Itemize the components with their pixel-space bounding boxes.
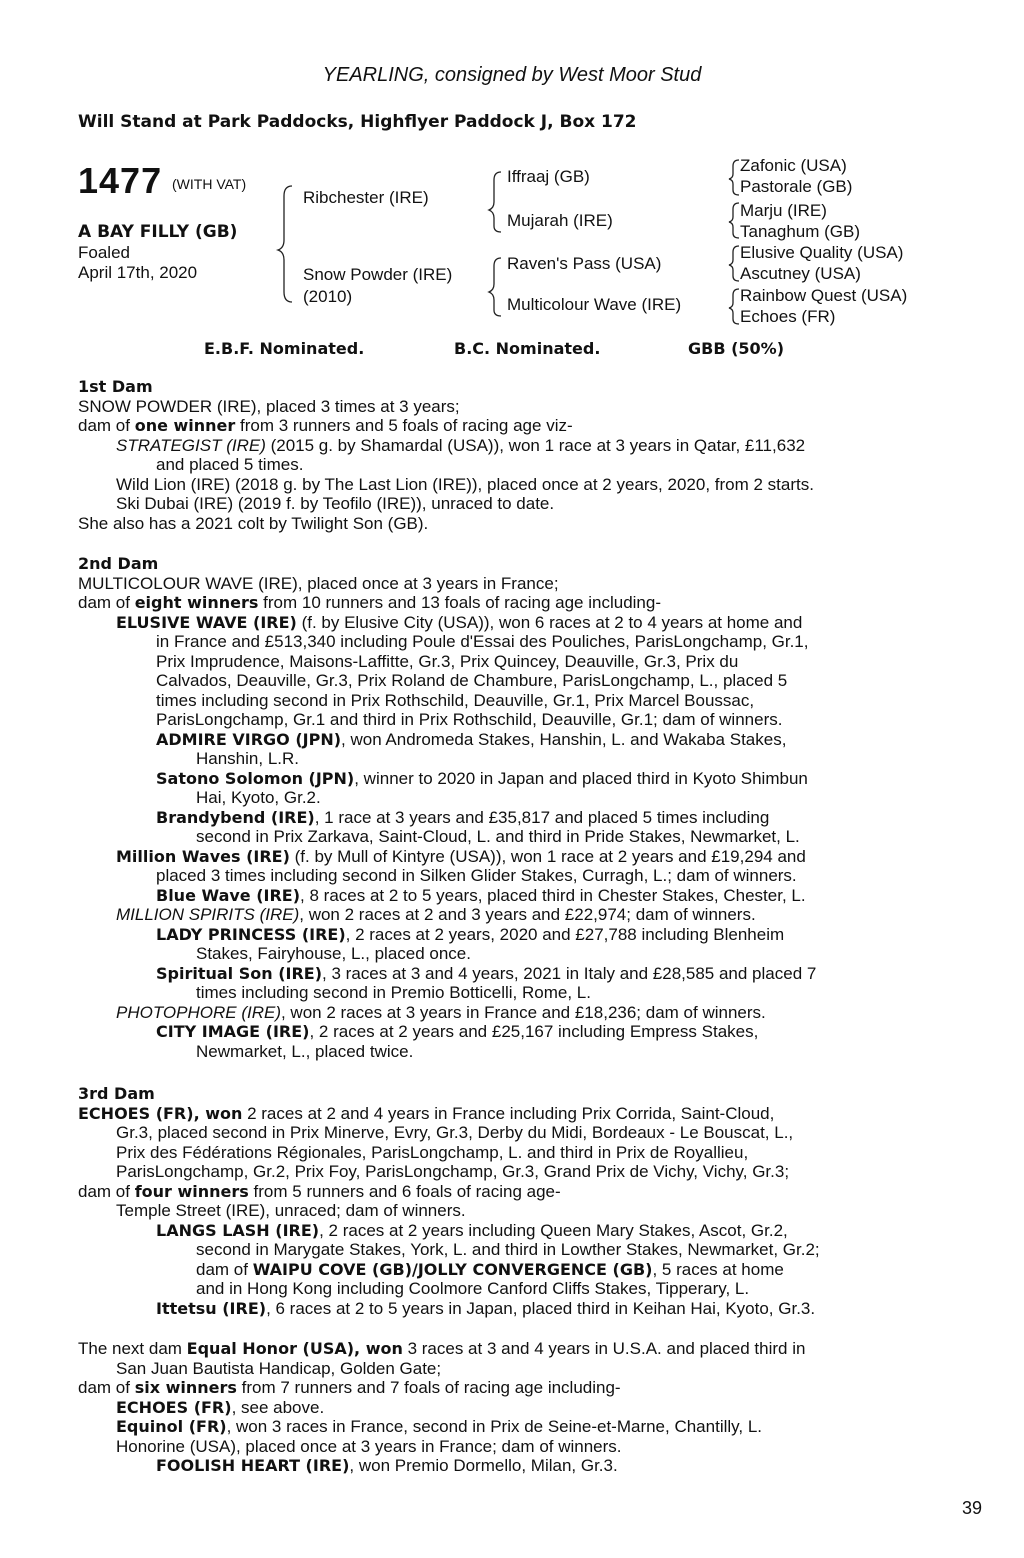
lot-number: 1477: [78, 160, 163, 201]
pedigree-sire: Ribchester (IRE): [303, 188, 429, 207]
page-header: YEARLING, consigned by West Moor Stud: [322, 64, 702, 86]
text: dam of: [196, 1259, 253, 1279]
pedigree-dam-dam: Multicolour Wave (IRE): [507, 295, 682, 314]
text: , won 2 races at 2 and 3 years and £22,974; dam of winners.: [299, 905, 756, 924]
pedigree-dam-sire: Raven's Pass (USA): [507, 254, 662, 273]
text: and in Hong Kong including Coolmore Canford Cliffs Stakes, Tipperary, L.: [196, 1279, 750, 1298]
horse-name: ECHOES (FR): [78, 1103, 194, 1123]
text: , won: [193, 1103, 243, 1123]
text: second in Prix Zarkava, Saint-Cloud, L. and third in Pride Stakes, Newmarket, L.: [196, 827, 800, 846]
text: , won Andromeda Stakes, Hanshin, L. and Wakaba Stakes,: [341, 729, 787, 749]
text: , 5 races at home: [652, 1259, 784, 1279]
horse-name: PHOTOPHORE (IRE): [116, 1002, 281, 1022]
text: from 5 runners and 6 foals of racing age-: [248, 1181, 561, 1201]
text: dam of: [78, 593, 135, 612]
text: Temple Street (IRE), unraced; dam of winners.: [116, 1201, 466, 1220]
text: second in Marygate Stakes, York, L. and third in Lowther Stakes, Newmarket, Gr.2;: [196, 1240, 820, 1259]
text: 2 races at 2 and 4 years in France including Prix Corrida, Saint-Cloud,: [242, 1103, 775, 1123]
text: , 2 races at 2 years including Queen Mary Stakes, Ascot, Gr.2,: [319, 1220, 788, 1240]
text: San Juan Bautista Handicap, Golden Gate;: [116, 1358, 442, 1378]
text: Stakes, Fairyhouse, L., placed once.: [196, 944, 471, 963]
horse-name: CITY IMAGE (IRE): [156, 1022, 310, 1041]
pedigree-sire-dam: Mujarah (IRE): [507, 211, 613, 230]
text: times including second in Premio Botticelli, Rome, L.: [196, 983, 591, 1002]
text: , 6 races at 2 to 5 years in Japan, placed third in Keihan Hai, Kyoto, Gr.3.: [266, 1298, 816, 1318]
text: Prix des Fédérations Régionales, ParisLongchamp, L. and third in Prix de Royallieu,: [116, 1142, 749, 1162]
horse-name: Satono Solomon (JPN): [156, 768, 355, 788]
foaled-label: Foaled: [78, 243, 130, 262]
pedigree-g8: Echoes (FR): [740, 307, 836, 326]
text: Calvados, Deauville, Gr.3, Prix Roland de Chambure, ParisLongchamp, L., placed 5: [156, 671, 788, 690]
text: (f. by Elusive City (USA)), won 6 races at 2 to 4 years at home and: [296, 612, 803, 632]
page-number: 39: [962, 1498, 983, 1518]
text: dam of: [78, 1378, 135, 1397]
brace-dam: [489, 258, 501, 316]
text: in France and £513,340 including Poule d'Essai des Pouliches, ParisLongchamp, Gr.1,: [156, 632, 809, 651]
vat-note: (WITH VAT): [172, 176, 247, 192]
text: (f. by Mull of Kintyre (USA)), won 1 race at 2 years and £19,294 and: [289, 846, 806, 866]
horse-name: Equal Honor (USA): [186, 1339, 355, 1358]
text: , see above.: [231, 1397, 325, 1417]
second-dam-line: MULTICOLOUR WAVE (IRE), placed once at 3 years in France;: [78, 573, 559, 593]
text: , won: [354, 1339, 403, 1358]
text: , 2 races at 2 years and £25,167 including Empress Stakes,: [309, 1022, 759, 1041]
brace-g1: [729, 160, 739, 195]
brace-sire: [489, 172, 501, 232]
horse-name: Equinol (FR): [116, 1417, 227, 1436]
pedigree-dam-year: (2010): [303, 287, 353, 306]
bc-nomination: B.C. Nominated.: [454, 339, 601, 358]
horse-name: ADMIRE VIRGO (JPN): [156, 729, 342, 749]
second-dam-section: [78, 554, 930, 1061]
text: ParisLongchamp, Gr.1 and third in Prix Rothschild, Deauville, Gr.1; dam of winners.: [156, 710, 783, 729]
first-dam-section: [78, 377, 930, 533]
pedigree-g7: Rainbow Quest (USA): [740, 286, 908, 305]
horse-name: Blue Wave (IRE): [156, 885, 301, 905]
text: , won 2 races at 3 years in France and £18,236; dam of winners.: [280, 1002, 766, 1022]
text: Newmarket, L., placed twice.: [196, 1041, 414, 1061]
winners-count: one winner: [134, 416, 236, 435]
text: ParisLongchamp, Gr.2, Prix Foy, ParisLongchamp, Gr.3, Grand Prix de Vichy, Vichy, Gr.3;: [116, 1162, 790, 1181]
winners-count: six winners: [134, 1378, 237, 1397]
first-dam-heading: 1st Dam: [78, 377, 153, 396]
horse-name: ECHOES (FR): [116, 1397, 232, 1417]
pedigree-sire-sire: Iffraaj (GB): [507, 167, 590, 186]
horse-name: STRATEGIST (IRE): [116, 435, 266, 455]
third-dam-section: [78, 1084, 930, 1318]
third-dam-heading: 3rd Dam: [78, 1084, 155, 1103]
first-dam-line: She also has a 2021 colt by Twilight Son (GB).: [78, 513, 429, 533]
text: from 3 runners and 5 foals of racing age viz-: [235, 416, 573, 435]
winners-count: four winners: [134, 1181, 249, 1201]
horse-name: Spiritual Son (IRE): [156, 963, 323, 983]
horse-name: MILLION SPIRITS (IRE): [116, 905, 300, 924]
horse-name: FOOLISH HEART (IRE): [156, 1456, 350, 1475]
text: , 8 races at 2 to 5 years, placed third in Chester Stakes, Chester, L.: [300, 885, 806, 905]
first-dam-line: [78, 416, 930, 436]
lot-name: A BAY FILLY (GB): [78, 222, 238, 242]
pedigree-g1: Zafonic (USA): [740, 156, 847, 175]
horse-name: Million Waves (IRE): [116, 846, 290, 866]
text: , winner to 2020 in Japan and placed third in Kyoto Shimbun: [354, 768, 808, 788]
ebf-nomination: E.B.F. Nominated.: [204, 339, 365, 358]
text: Hanshin, L.R.: [196, 749, 299, 768]
pedigree-g3: Marju (IRE): [740, 201, 827, 220]
horse-name: WAIPU COVE (GB)/JOLLY CONVERGENCE (GB): [252, 1259, 653, 1279]
first-dam-line: and placed 5 times.: [156, 455, 304, 474]
text: , won Premio Dormello, Milan, Gr.3.: [349, 1456, 618, 1475]
text: The next dam: [78, 1339, 187, 1358]
pedigree-g2: Pastorale (GB): [740, 177, 853, 196]
second-dam-heading: 2nd Dam: [78, 554, 159, 573]
text: from 10 runners and 13 foals of racing age including-: [258, 593, 661, 612]
text: Gr.3, placed second in Prix Minerve, Evry, Gr.3, Derby du Midi, Bordeaux - Le Bouscat, L.,: [116, 1123, 794, 1142]
horse-name: LADY PRINCESS (IRE): [156, 924, 346, 944]
text: Honorine (USA), placed once at 3 years in France; dam of winners.: [116, 1436, 622, 1456]
first-dam-line: Wild Lion (IRE) (2018 g. by The Last Lion (IRE)), placed once at 2 years, 2020, from 2 starts.: [116, 474, 814, 494]
text: Hai, Kyoto, Gr.2.: [196, 788, 321, 807]
text: 3 races at 3 and 4 years in U.S.A. and placed third in: [402, 1339, 806, 1358]
horse-name: Ittetsu (IRE): [156, 1298, 267, 1318]
pedigree-g5: Elusive Quality (USA): [740, 243, 904, 262]
text: placed 3 times including second in Silken Glider Stakes, Curragh, L.; dam of winners.: [156, 866, 797, 885]
winners-count: eight winners: [134, 593, 259, 612]
first-dam-line: SNOW POWDER (IRE), placed 3 times at 3 years;: [78, 396, 460, 416]
text: , 2 races at 2 years, 2020 and £27,788 including Blenheim: [345, 924, 785, 944]
first-dam-line: [78, 436, 930, 456]
brace-main: [278, 186, 292, 302]
text: Prix Imprudence, Maisons-Laffitte, Gr.3, Prix Quincey, Deauville, Gr.3, Prix du: [156, 651, 739, 671]
first-dam-line: Ski Dubai (IRE) (2019 f. by Teofilo (IRE)), unraced to date.: [116, 494, 555, 513]
text: dam of: [78, 1181, 135, 1201]
text: dam of: [78, 416, 135, 435]
text: times including second in Prix Rothschild, Deauville, Gr.1, Prix Marcel Boussac,: [156, 690, 755, 710]
brace-g4: [729, 289, 739, 324]
text: , won 3 races in France, second in Prix de Seine-et-Marne, Chantilly, L.: [226, 1417, 763, 1436]
text: , 3 races at 3 and 4 years, 2021 in Italy and £28,585 and placed 7: [322, 963, 817, 983]
pedigree-g4: Tanaghum (GB): [740, 222, 860, 241]
gbb-nomination: GBB (50%): [688, 339, 785, 358]
text: , 1 race at 3 years and £35,817 and placed 5 times including: [314, 807, 770, 827]
horse-name: ELUSIVE WAVE (IRE): [116, 612, 297, 632]
text: (2015 g. by Shamardal (USA)), won 1 race at 3 years in Qatar, £11,632: [265, 435, 806, 455]
brace-g3: [729, 246, 739, 281]
horse-name: Brandybend (IRE): [156, 807, 315, 827]
pedigree-dam: Snow Powder (IRE): [303, 265, 453, 284]
text: from 7 runners and 7 foals of racing age including-: [236, 1378, 621, 1397]
horse-name: LANGS LASH (IRE): [156, 1220, 320, 1240]
brace-g2: [729, 203, 739, 238]
foaled-date: April 17th, 2020: [78, 263, 198, 282]
stand-location: Will Stand at Park Paddocks, Highflyer Paddock J, Box 172: [78, 112, 637, 132]
pedigree-g6: Ascutney (USA): [740, 264, 861, 283]
next-dam-section: [78, 1339, 930, 1476]
